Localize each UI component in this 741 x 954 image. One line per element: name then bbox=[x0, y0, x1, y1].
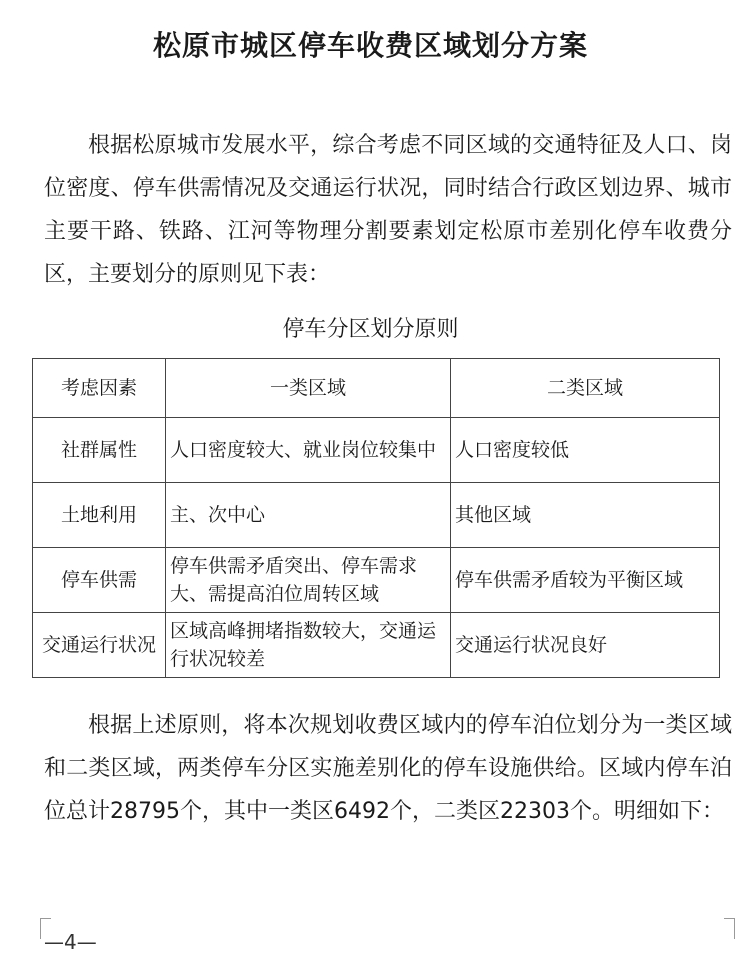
row-class2: 交通运行状况良好 bbox=[451, 613, 720, 678]
zoning-principles-table bbox=[32, 358, 720, 678]
detail-paragraph: 根据上述原则，将本次规划收费区域内的停车泊位划分为一类区域和二类区域，两类停车分区实施差别化的停车设施供给。区域内停车泊位总计28795个，其中一类区6492个，二类区22303个。明细如下： bbox=[44, 713, 732, 824]
row-class1: 人口密度较大、就业岗位较集中 bbox=[166, 418, 451, 483]
intro-paragraph: 根据松原城市发展水平，综合考虑不同区域的交通特征及人口、岗位密度、停车供需情况及交通运行状况，同时结合行政区划边界、城市主要干路、铁路、江河等物理分割要素划定松原市差别化停车收费分区，主要划分的原则见下表： bbox=[44, 133, 732, 287]
row-factor: 交通运行状况 bbox=[33, 613, 166, 678]
table-row bbox=[33, 418, 720, 483]
row-class1: 区域高峰拥堵指数较大，交通运行状况较差 bbox=[166, 613, 451, 678]
row-class1: 停车供需矛盾突出、停车需求大、需提高泊位周转区域 bbox=[166, 548, 451, 613]
header-factor: 考虑因素 bbox=[33, 359, 166, 418]
table-header-row bbox=[33, 359, 720, 418]
row-class1: 主、次中心 bbox=[166, 483, 451, 548]
row-factor: 停车供需 bbox=[33, 548, 166, 613]
row-factor: 社群属性 bbox=[33, 418, 166, 483]
document-title: 松原市城区停车收费区域划分方案 bbox=[152, 29, 588, 62]
table-row bbox=[33, 483, 720, 548]
table-row bbox=[33, 548, 720, 613]
row-class2: 停车供需矛盾较为平衡区域 bbox=[451, 548, 720, 613]
row-class2: 人口密度较低 bbox=[451, 418, 720, 483]
header-class1: 一类区域 bbox=[166, 359, 451, 418]
page-number: —4— bbox=[44, 930, 97, 954]
row-factor: 土地利用 bbox=[33, 483, 166, 548]
table-caption: 停车分区划分原则 bbox=[282, 317, 459, 342]
page-corner-mark bbox=[724, 918, 735, 939]
header-class2: 二类区域 bbox=[451, 359, 720, 418]
row-class2: 其他区域 bbox=[451, 483, 720, 548]
table-row bbox=[33, 613, 720, 678]
